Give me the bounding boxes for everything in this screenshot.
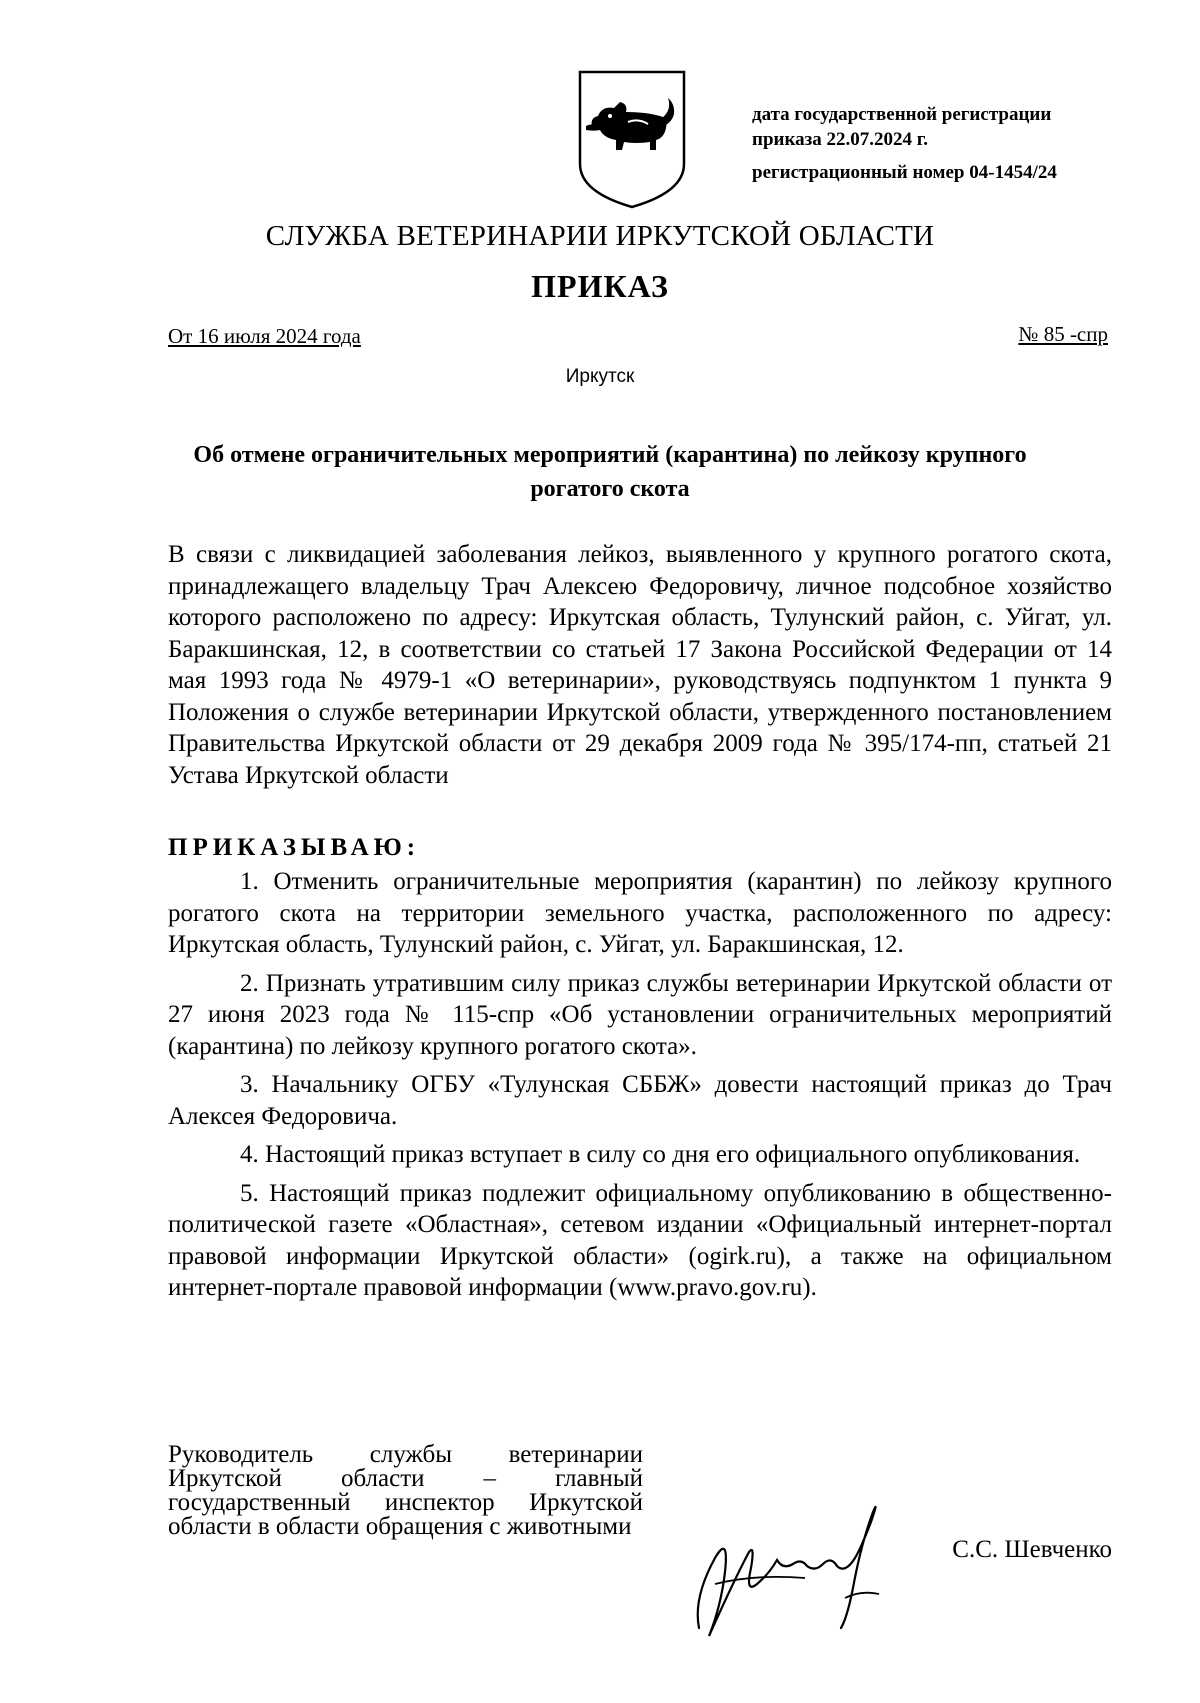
document-type: ПРИКАЗ [531,268,669,304]
signatory-name: С.С. Шевченко [952,1536,1112,1563]
decree-word: ПРИКАЗЫВАЮ: [168,834,421,861]
order-item-2: 2. Признать утратившим силу приказ службы ветеринарии Иркутской области от 27 июня 2023 года № 115-спр «Об установлении ограничительных мероприятий (карантина) по лейкозу крупного рогатого скота». [168,969,1112,1060]
signatory-position [168,1443,643,1539]
coat-of-arms-emblem [576,68,688,211]
preamble-text: В связи с ликвидацией заболевания лейкоз, выявленного у крупного рогатого скота, принадлежащего владельцу Трач Алексею Федоровичу, личное подсобное хозяйство которого расположено по адресу: Иркутская область, Тулунский район, с. Уйгат, ул. Баракшинская, 12, в соответствии со статьей 17 Закона Российской Федерации от 14 мая 1993 года № 4979-1 «О ветеринарии», руководствуясь подпунктом 1 пункта 9 Положения о службе ветеринарии Иркутской области, утвержденного постановлением Правительства Иркутской области от 29 декабря 2009 года № 395/174-пп, статьей 21 Устава Иркутской области [168,541,1112,789]
preamble [168,539,1112,791]
order-number: № 85 -спр [1018,322,1108,346]
order-item-5: 5. Настоящий приказ подлежит официальному опубликованию в общественно-политической газете «Областная», сетевом издании «Официальный интернет-портал правовой информации Иркутской области» (ogirk.ru), а также на официальном интернет-портале правовой информации (www.pravo.gov.ru). [168,1179,1112,1301]
order-date: От 16 июля 2024 года [168,324,361,348]
order-item-4: 4. Настоящий приказ вступает в силу со дня его официального опубликования. [240,1141,1081,1168]
registration-line-1: дата государственной регистрации [752,104,1052,125]
registration-line-2: приказа 22.07.2024 г. [752,129,928,150]
registration-number: регистрационный номер 04-1454/24 [752,162,1057,183]
order-title: Об отмене ограничительных мероприятий (карантина) по лейкозу крупного рогатого скота [193,442,1027,502]
order-item-3: 3. Начальнику ОГБУ «Тулунская СББЖ» довести настоящий приказ до Трач Алексея Федоровича. [168,1071,1112,1130]
order-item-1: 1. Отменить ограничительные мероприятия (карантин) по лейкозу крупного рогатого скота на территории земельного участка, расположенного по адресу: Иркутская область, Тулунский район, с. Уйгат, ул. Баракшинская, 12. [168,868,1112,958]
signatory-position-text: Руководитель службы ветеринарии Иркутской области – главный государственный инспектор Иркутской области в области обращения с животными [168,1441,643,1540]
city: Иркутск [565,366,635,387]
agency-name: СЛУЖБА ВЕТЕРИНАРИИ ИРКУТСКОЙ ОБЛАСТИ [265,220,935,252]
handwritten-signature [685,1478,905,1648]
order-items [168,866,1112,1304]
